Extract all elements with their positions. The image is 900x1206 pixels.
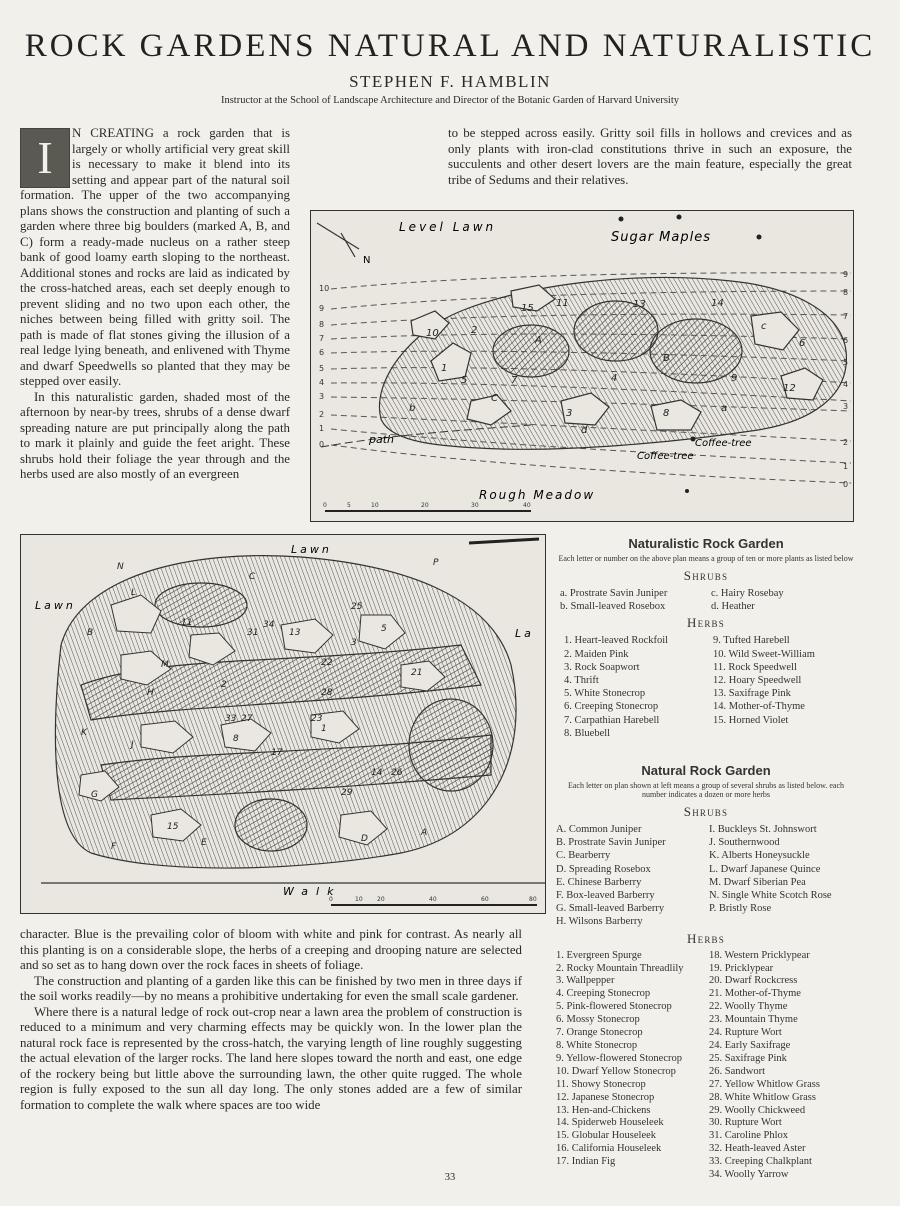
north-label: N [363,255,371,266]
list-item: P. Bristly Rose [709,903,772,915]
svg-text:1: 1 [321,724,327,734]
svg-text:1: 1 [441,363,448,374]
svg-text:22: 22 [321,658,333,668]
svg-text:33: 33 [225,714,237,724]
svg-text:6: 6 [843,336,849,345]
scale-bar-top [323,502,531,511]
paragraph-3: character. Blue is the prevailing color of bloom with white and pink for contrast. As nearly all this planting is on a considerable slope, the herbs of a creeping and drooping nature are selected and so set as to hang down over the rock faces in sheets of foliage. [20,927,522,972]
list-item: 31. Caroline Phlox [709,1130,789,1142]
svg-text:11: 11 [181,618,193,628]
list-item: 12. Japanese Stonecrop [556,1091,655,1103]
svg-text:E: E [201,838,207,848]
legend-natural-herbs [556,950,856,1182]
svg-text:2: 2 [221,680,227,690]
svg-text:4: 4 [611,373,618,384]
svg-text:5: 5 [319,364,325,373]
svg-text:3: 3 [319,392,325,401]
drop-cap-space [20,126,72,184]
svg-text:10: 10 [355,896,363,903]
svg-text:0: 0 [843,480,849,489]
legend-natural-title: Natural Rock Garden [641,763,771,778]
list-item: G. Small-leaved Barberry [556,903,665,915]
list-item: 4. Thrift [564,675,599,687]
svg-text:A: A [535,335,542,346]
list-item: 33. Creeping Chalkplant [709,1156,812,1168]
list-item: 9. Tufted Harebell [713,635,790,647]
list-item: K. Alberts Honeysuckle [709,850,810,862]
list-item: 8. Bluebell [564,727,611,739]
list-item: B. Prostrate Savin Juniper [556,837,666,849]
svg-text:5: 5 [381,624,387,634]
svg-text:60: 60 [481,896,489,903]
list-item: 20. Dwarf Rockcress [709,975,798,987]
list-item: 14. Spiderweb Houseleek [556,1117,664,1129]
list-item: D. Spreading Rosebox [556,863,651,875]
lawn-left-label: Lawn [35,599,76,612]
svg-text:31: 31 [247,628,259,638]
svg-text:M: M [161,660,169,670]
list-item: 26. Sandwort [709,1065,765,1077]
svg-text:13: 13 [633,299,646,310]
list-item: c. Hairy Rosebay [711,588,784,599]
svg-text:L: L [131,588,137,598]
list-item: 24. Early Saxifrage [709,1039,791,1051]
legend-naturalistic-herbs [556,634,856,740]
svg-text:9: 9 [843,270,849,279]
svg-text:8: 8 [663,408,670,419]
list-item: 19. Pricklypear [709,962,774,974]
article-title: ROCK GARDENS NATURAL AND NATURALISTIC [24,28,876,64]
svg-text:21: 21 [411,668,423,678]
list-item: 12. Hoary Speedwell [713,675,802,687]
list-item: N. Single White Scotch Rose [709,890,832,902]
svg-text:40: 40 [523,502,531,509]
right-column-text [448,126,852,188]
contour-numbers-left [319,284,329,449]
naturalistic-garden-plan [310,210,854,522]
list-item: 28. White Whitlow Grass [709,1091,816,1103]
svg-text:B: B [87,628,94,638]
list-item: E. Chinese Barberry [556,876,642,888]
list-item [709,915,856,928]
list-item: 2. Rocky Mountain Threadlily [556,962,684,974]
legend-natural-shrubs-heading: Shrubs [683,804,729,819]
list-item: 30. Rupture Wort [709,1117,782,1129]
list-item: 15. Globular Houseleek [556,1130,657,1142]
natural-plan-drawing [21,535,545,913]
list-item: 6. Mossy Stonecrop [556,1014,640,1026]
svg-text:2: 2 [471,325,478,336]
list-item: H. Wilsons Barberry [556,916,643,928]
svg-text:34: 34 [263,620,275,630]
svg-text:13: 13 [289,628,301,638]
list-item: I. Buckleys St. Johnswort [709,824,817,835]
legend-natural-herbs-heading: Herbs [687,930,725,946]
list-item: 4. Creeping Stonecrop [556,988,651,1000]
svg-text:29: 29 [341,788,353,798]
list-item: J. Southernwood [709,837,780,849]
svg-text:A: A [421,828,428,838]
legend-naturalistic-note: Each letter or number on the above plan means a group of ten or more plants as listed below [558,554,854,563]
svg-text:b: b [409,403,416,414]
list-item: d. Heather [711,601,755,613]
author-name: STEPHEN F. HAMBLIN [349,72,551,91]
list-item: A. Common Juniper [556,824,642,835]
svg-text:6: 6 [799,338,806,349]
intro-column [20,126,290,483]
lawn-right-label: La [515,627,534,640]
svg-text:3: 3 [351,638,357,648]
list-item: 34. Woolly Yarrow [709,1169,789,1181]
svg-text:4: 4 [843,380,849,389]
svg-text:8: 8 [233,734,239,744]
drop-cap: I [20,128,70,188]
svg-text:d: d [581,425,588,436]
north-arrow-bottom [469,539,539,543]
svg-text:10: 10 [426,328,439,339]
list-item: 10. Wild Sweet-William [713,648,815,660]
list-item [713,727,856,740]
list-item: 5. Pink-flowered Stonecrop [556,1001,672,1013]
svg-text:a: a [721,403,728,414]
list-item: 22. Woolly Thyme [709,1001,788,1013]
svg-text:12: 12 [783,383,796,394]
list-item: 29. Woolly Chickweed [709,1104,806,1116]
coffee-tree-label-1: Coffee-tree [695,438,752,449]
svg-text:27: 27 [241,714,253,724]
list-item: 16. California Houseleek [556,1143,662,1155]
svg-text:D: D [361,834,368,844]
list-item: 13. Saxifrage Pink [713,688,791,700]
list-item: 14. Mother-of-Thyme [713,701,805,713]
bottom-text-column [20,927,522,1113]
svg-text:8: 8 [319,320,325,329]
author-affiliation: Instructor at the School of Landscape Architecture and Director of the Botanic Garden of Harvard University [220,95,680,106]
list-item: 7. Orange Stonecrop [556,1027,643,1039]
legend-natural [556,763,856,1182]
list-item: L. Dwarf Japanese Quince [709,863,821,875]
svg-text:7: 7 [511,375,518,386]
list-item: 7. Carpathian Harebell [564,714,660,726]
svg-text:K: K [81,728,87,738]
svg-text:P: P [433,558,439,568]
list-item: 1. Heart-leaved Rockfoil [564,635,669,647]
svg-text:B: B [663,353,670,364]
svg-text:4: 4 [319,378,325,387]
svg-text:14: 14 [711,298,724,309]
svg-text:15: 15 [521,303,534,314]
svg-text:28: 28 [321,688,333,698]
list-item: 11. Showy Stonecrop [556,1078,646,1090]
list-item: F. Box-leaved Barberry [556,890,655,902]
list-item: 17. Indian Fig [556,1156,616,1168]
svg-text:10: 10 [319,284,330,293]
svg-text:2: 2 [319,410,325,419]
walk-label: Walk [283,885,342,898]
legend-naturalistic [556,536,856,740]
list-item: 5. White Stonecrop [564,688,646,700]
svg-text:14: 14 [371,768,383,778]
list-item: 9. Yellow-flowered Stonecrop [556,1052,682,1064]
svg-text:H: H [147,688,154,698]
level-lawn-label: Level Lawn [399,220,497,234]
list-item: 18. Western Pricklypear [709,949,810,961]
legend-natural-shrubs [556,823,856,929]
list-item: a. Prostrate Savin Juniper [560,588,668,599]
svg-text:5: 5 [843,358,849,367]
svg-text:17: 17 [271,748,283,758]
naturalistic-plan-drawing [311,211,853,521]
svg-text:25: 25 [351,602,363,612]
svg-text:30: 30 [471,502,479,509]
svg-text:26: 26 [391,768,403,778]
svg-text:20: 20 [421,502,429,509]
svg-text:3: 3 [843,402,849,411]
legend-naturalistic-title: Naturalistic Rock Garden [628,536,784,551]
paragraph-col2: to be stepped across easily. Gritty soil fills in hollows and crevices and as only plants with iron-clad constitutions thrive in such an exposure, the succulents and other desert lovers are the main feature, especially the great tribe of Sedums and their relatives. [448,126,852,187]
svg-text:2: 2 [843,438,849,447]
north-arrow [317,223,359,257]
svg-text:F: F [111,842,117,852]
list-item: 13. Hen-and-Chickens [556,1104,651,1116]
list-item: 11. Rock Speedwell [713,661,797,673]
scale-bar-bottom [329,896,537,905]
svg-text:0: 0 [319,440,325,449]
list-item: b. Small-leaved Rosebox [560,601,666,613]
contour-numbers-right [843,270,848,489]
svg-text:80: 80 [529,896,537,903]
list-item: 3. Rock Soapwort [564,661,640,673]
svg-text:11: 11 [556,298,569,309]
natural-garden-plan [20,534,546,914]
svg-text:5: 5 [461,375,468,386]
list-item: 23. Mountain Thyme [709,1014,798,1026]
svg-text:5: 5 [347,502,351,509]
list-item: 32. Heath-leaved Aster [709,1143,806,1155]
paragraph-5: Where there is a natural ledge of rock out-crop near a lawn area the problem of construction is reduced to a minimum and very charming effects may be quickly won. In the lower plan the natural rock face is represented by the cross-hatch, the varying length of line roughly suggesting the actual elevation of the larger rocks. The land here slopes toward the north and east, one edge of the rockery being but little above the surrounding lawn, the other quite rugged. The whole region is fully exposed to the sun all day long. The only stones added are a few of similar formation to complete the walk where spaces are too wide [20,1004,522,1112]
list-item: M. Dwarf Siberian Pea [709,876,806,888]
list-item: 25. Saxifrage Pink [709,1052,787,1064]
svg-text:C: C [249,572,256,582]
svg-text:8: 8 [843,288,849,297]
list-item: 3. Wallpepper [556,975,615,987]
svg-text:6: 6 [319,348,325,357]
legend-naturalistic-shrubs [556,587,856,613]
page-number: 33 [444,1172,456,1183]
svg-text:C: C [491,393,498,404]
path-label: path [369,433,395,446]
svg-text:c: c [761,321,767,332]
list-item: 10. Dwarf Yellow Stonecrop [556,1065,676,1077]
svg-text:7: 7 [319,334,325,343]
paragraph-2: In this naturalistic garden, shaded most of the afternoon by near-by trees, shrubs of a dense dwarf spreading nature are put principally along the path to mark it plainly and guide the feet aright. These shrubs hold their foliage the year through and the herbs used are also mostly of an evergreen [20,389,290,481]
svg-text:0: 0 [329,896,333,903]
svg-text:J: J [131,740,134,750]
list-item: C. Bearberry [556,850,611,862]
svg-text:15: 15 [167,822,179,832]
paragraph-1: N CREATING a rock garden that is largely or wholly artificial very great skill is necessary to make it blend into its setting and appear part of the natural soil formation. The upper of the two accompanying plans shows the construction and planting of such a garden where three big boulders (marked A, B, and C) form a ready-made nucleus on a rather steep bank of good loamy earth sloping to the northeast. Additional stones and rocks are laid as indicated by the cross-hatched areas, each set deeply enough to prevent sliding and no two upon each other, the niches between being filled with gritty soil. The path is made of flat stones giving the illusion of a real ledge lying beneath, and enlivened with Thyme and dwarf Speedwells so planted that they may be stepped over easily. [20,126,290,388]
list-item: 2. Maiden Pink [564,648,629,660]
sugar-maples-label: Sugar Maples [611,230,712,245]
list-item: 21. Mother-of-Thyme [709,988,801,1000]
list-item: 6. Creeping Stonecrop [564,701,659,713]
svg-text:9: 9 [731,373,738,384]
legend-naturalistic-shrubs-heading: Shrubs [683,568,729,583]
svg-text:10: 10 [371,502,379,509]
rough-meadow-label: Rough Meadow [479,488,596,502]
svg-text:0: 0 [323,502,327,509]
paragraph-4: The construction and planting of a garden like this can be finished by two men in three days if the soil works readily—by no means a prohibitive undertaking for even the small scale gardener. [20,973,522,1003]
list-item: 27. Yellow Whitlow Grass [709,1078,820,1090]
svg-text:23: 23 [311,714,323,724]
svg-text:N: N [117,562,124,572]
list-item: 24. Rupture Wort [709,1027,782,1039]
svg-text:9: 9 [319,304,325,313]
svg-text:3: 3 [566,408,573,419]
legend-naturalistic-herbs-heading: Herbs [687,615,725,631]
list-item: 1. Evergreen Spurge [556,949,642,961]
svg-text:1: 1 [843,462,849,471]
coffee-tree-label-2: Coffee-tree [637,451,694,462]
list-item: 8. White Stonecrop [556,1039,638,1051]
list-item: 15. Horned Violet [713,714,789,726]
svg-text:G: G [91,790,98,800]
legend-natural-note: Each letter on plan shown at left means a group of several shrubs as listed below. each number indicates a dozen or more herbs [567,781,845,799]
lawn-top-label: Lawn [291,543,332,556]
svg-text:1: 1 [319,424,325,433]
svg-text:40: 40 [429,896,437,903]
svg-text:7: 7 [843,312,849,321]
rock-mass [379,278,849,450]
svg-text:20: 20 [377,896,385,903]
